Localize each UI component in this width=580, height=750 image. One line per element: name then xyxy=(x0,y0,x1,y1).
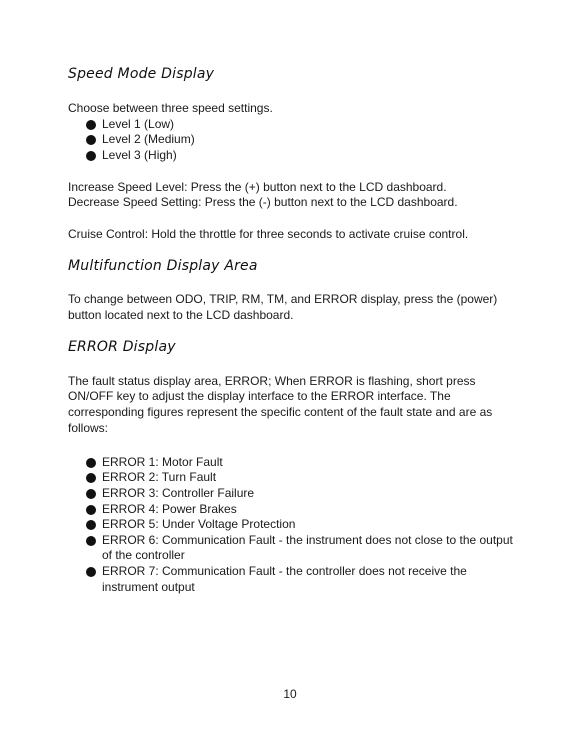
error-display-text: The fault status display area, ERROR; When ERROR is flashing, short press ON/OFF key to adjust the display interface to the ERROR interface. The corresponding figures represent the specific content of the fault state and are as follows: xyxy=(68,373,493,435)
list-item: ERROR 6: Communication Fault - the instrument does not close to the output of the controller xyxy=(86,533,518,564)
error-display-heading: ERROR Display xyxy=(68,338,176,355)
speed-mode-heading: Speed Mode Display xyxy=(68,66,215,82)
speed-mode-intro: Choose between three speed settings. xyxy=(68,101,273,115)
list-item: Level 1 (Low) xyxy=(86,117,518,133)
speed-level-list xyxy=(68,117,518,164)
multifunction-heading: Multifunction Display Area xyxy=(68,257,258,274)
list-item: ERROR 5: Under Voltage Protection xyxy=(86,517,518,533)
document-page xyxy=(68,66,518,595)
multifunction-text: To change between ODO, TRIP, RM, TM, and ERROR display, press the (power) button located next to the LCD dashboard. xyxy=(68,291,498,322)
increase-speed-text: Increase Speed Level: Press the (+) button next to the LCD dashboard. xyxy=(68,179,447,194)
decrease-speed-text: Decrease Speed Setting: Press the (-) button next to the LCD dashboard. xyxy=(68,195,458,210)
list-item: Level 3 (High) xyxy=(86,148,518,164)
cruise-control-text: Cruise Control: Hold the throttle for three seconds to activate cruise control. xyxy=(68,227,469,242)
list-item: Level 2 (Medium) xyxy=(86,132,518,148)
list-item: ERROR 2: Turn Fault xyxy=(86,470,518,486)
list-item: ERROR 4: Power Brakes xyxy=(86,502,518,518)
page-number: 10 xyxy=(283,687,297,701)
list-item: ERROR 3: Controller Failure xyxy=(86,486,518,502)
error-list xyxy=(68,455,518,595)
list-item: ERROR 1: Motor Fault xyxy=(86,455,518,471)
list-item: ERROR 7: Communication Fault - the controller does not receive the instrument output xyxy=(86,564,518,595)
